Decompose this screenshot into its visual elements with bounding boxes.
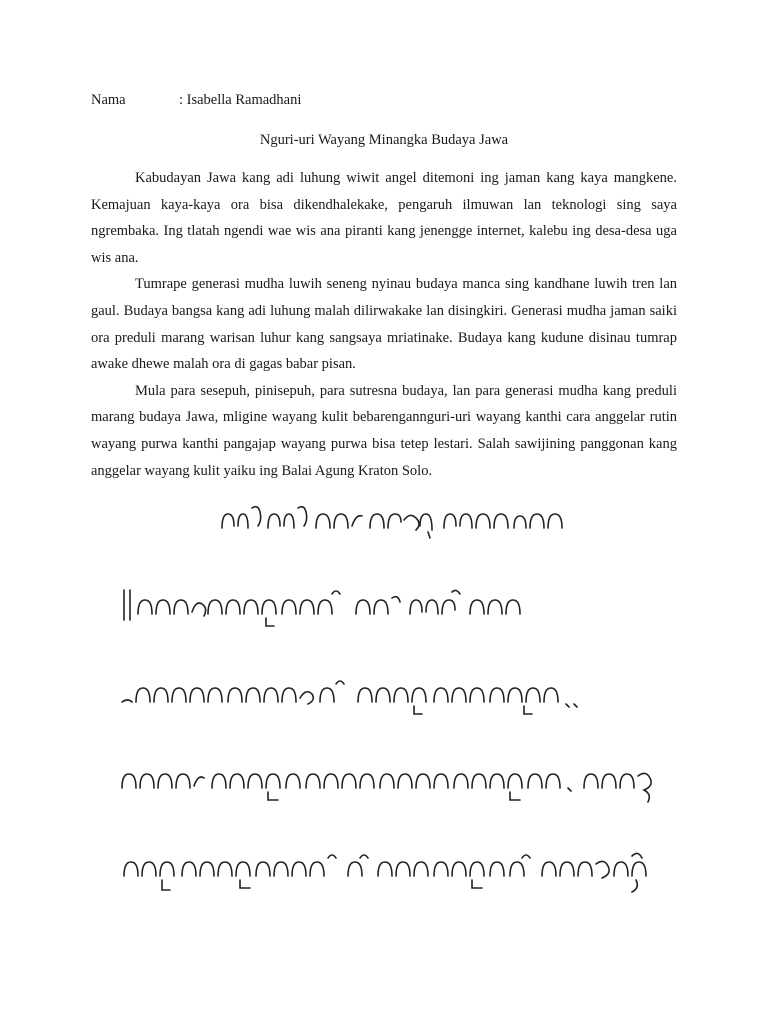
javanese-script-drawing — [0, 758, 768, 806]
document-title: Nguri-uri Wayang Minangka Budaya Jawa — [259, 132, 509, 148]
javanese-script-line-2 — [0, 584, 768, 628]
name-value: : Isabella Ramadhani — [179, 92, 302, 108]
paragraph-2: Tumrape generasi mudha luwih seneng nyinau budaya manca sing kandhane luwih tren lan gaul. Budaya bangsa kang adi luhung malah dilirwakake lan disingkiri. Generasi mudha jaman saiki ora preduli marang warisan luhur kang sangsaya mriatinake. Budaya kang kudune disinau tumrap awake dhewe malah ora di gagas babar pisan. — [91, 276, 677, 373]
javanese-script-drawing — [0, 584, 768, 628]
javanese-script-line-5 — [0, 846, 768, 898]
javanese-script-drawing — [0, 500, 768, 540]
javanese-script-line-4 — [0, 758, 768, 806]
paragraph-3: Mula para sesepuh, pinisepuh, para sutresna budaya, lan para generasi mudha kang preduli marang budaya Jawa, mligine wayang kulit bebarengannguri-uri wayang kanthi cara anggelar rutin wayang purwa kanthi pangajap wayang purwa bisa tetep lestari. Salah sawijining panggonan kang anggelar wayang kulit yaiku ing Balai Agung Kraton Solo. — [91, 382, 677, 479]
paragraph-1: Kabudayan Jawa kang adi luhung wiwit angel ditemoni ing jaman kang kaya mangkene. Kemajuan kaya-kaya ora bisa dikendhalekake, pengaruh ilmuwan lan teknologi sing saya ngrembaka. Ing tlatah ngendi wae wis ana piranti kang jenengge internet, kalebu ing desa-desa uga wis ana. — [91, 170, 677, 266]
javanese-script-line-3 — [0, 672, 768, 718]
name-label: Nama — [91, 92, 126, 108]
document-body — [91, 165, 677, 484]
javanese-script-line-1 — [0, 500, 768, 540]
name-line — [91, 92, 301, 109]
javanese-script-drawing — [0, 846, 768, 898]
javanese-script-drawing — [0, 672, 768, 718]
